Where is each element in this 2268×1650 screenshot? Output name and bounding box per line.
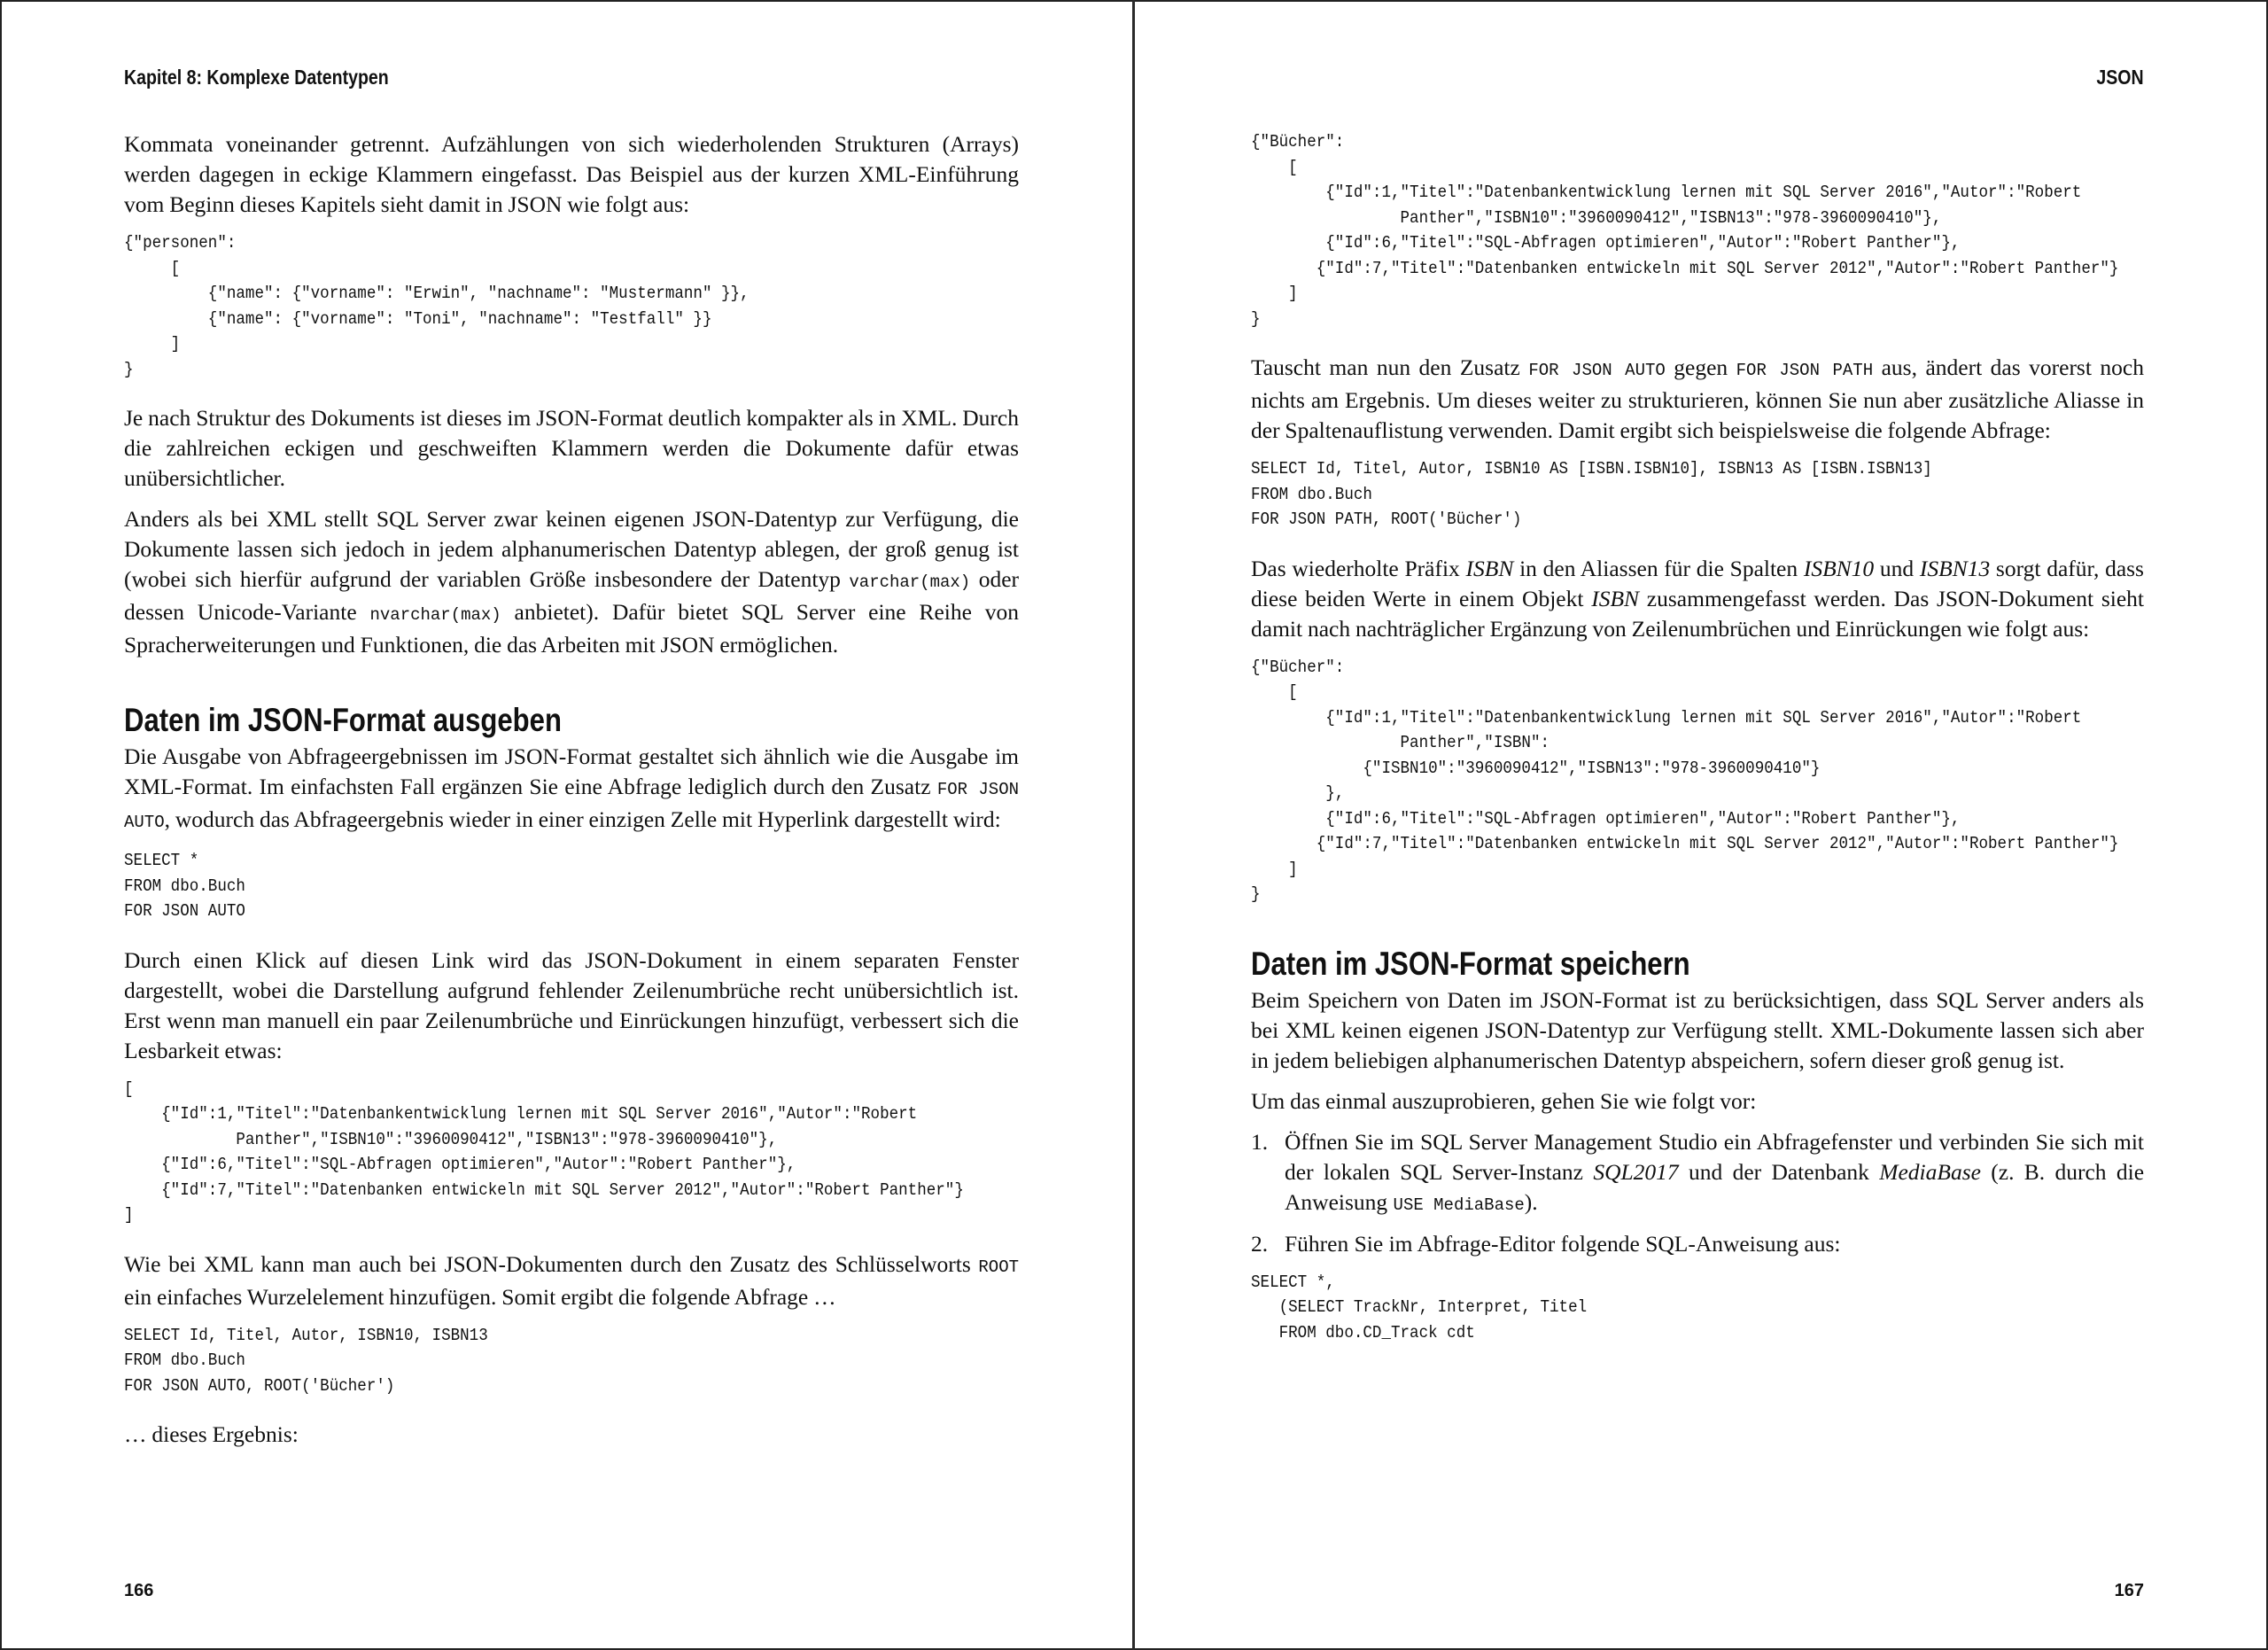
inline-code: USE MediaBase [1393, 1195, 1525, 1215]
code-block-select: SELECT * FROM dbo.Buch FOR JSON AUTO [124, 851, 245, 921]
list-item: 1. Öffnen Sie im SQL Server Management Studio ein Abfragefenster und verbinden Sie sich mit der lokalen SQL Server-Instanz SQL2017 und der Datenbank MediaBase (z. B. durch die Anweisung USE MediaBase). [1251, 1128, 2145, 1215]
book-spine [1132, 0, 1135, 1650]
paragraph: Um das einmal auszuprobieren, gehen Sie wie folgt vor: [1251, 1087, 1757, 1114]
paragraph: Wie bei XML kann man auch bei JSON-Dokumenten durch den Zusatz des Schlüsselworts ROOT ein einfaches Wurzelelement hinzufügen. Somit ergibt die folgende Abfrage … [124, 1250, 1019, 1310]
section-heading: Daten im JSON-Format speichern [1251, 945, 1690, 982]
paragraph: … dieses Ergebnis: [124, 1421, 299, 1447]
paragraph: Kommata voneinander getrennt. Aufzählungen von sich wiederholenden Strukturen (Arrays) werden dagegen in eckige Klammern eingefasst. Das Beispiel aus der kurzen XML-Einführung vom Beginn dieses Kapitels sieht damit in JSON wie folgt aus: [124, 131, 1019, 217]
inline-code: varchar(max) [849, 572, 971, 592]
inline-code: nvarchar(max) [369, 605, 501, 625]
left-page-body [124, 129, 1019, 1460]
page-number: 167 [2114, 1581, 2144, 1600]
right-page [1251, 0, 2144, 1650]
code-block-json-buecher: {"Bücher": [ {"Id":1,"Titel":"Datenbankentwicklung lernen mit SQL Server 2016","Autor":"Robert Panther","ISBN10":"3960090412","ISBN13":"978-3960090410"}, {"Id":6,"Titel":"SQL-Abfragen optimieren","Autor":"Robert Panther"}, {"Id":7,"Titel":"Datenbanken entwickeln mit SQL Server 2012","Autor":"Robert Panther"} ] } [1251, 132, 2119, 329]
numbered-list [1251, 1127, 2144, 1259]
paragraph: Durch einen Klick auf diesen Link wird das JSON-Dokument in einem separaten Fenster dargestellt, wobei die Darstellung aufgrund fehlender Zeilenumbrüche recht unübersichtlich ist. Erst wenn man manuell ein paar Zeilenumbrüche und Einrückungen hinzufügt, verbessert sich die Lesbarkeit etwas: [124, 946, 1019, 1063]
inline-code: FOR JSON AUTO [1528, 361, 1666, 380]
inline-code: FOR JSON AUTO [124, 780, 1019, 832]
code-block-json-array: [ {"Id":1,"Titel":"Datenbankentwicklung lernen mit SQL Server 2016","Autor":"Robert Panther","ISBN10":"3960090412","ISBN13":"978-3960090410"}, {"Id":6,"Titel":"SQL-Abfragen optimieren","Autor":"Robert Panther"}, {"Id":7,"Titel":"Datenbanken entwickeln mit SQL Server 2012","Autor":"Robert Panther"} ] [124, 1078, 964, 1225]
paragraph: Tauscht man nun den Zusatz FOR JSON AUTO gegen FOR JSON PATH aus, ändert das vorerst noch nichts am Ergebnis. Um dieses weiter zu strukturieren, können Sie nun aber zusätzliche Aliasse in der Spaltenauflistung verwenden. Damit ergibt sich beispielsweise die folgende Abfrage: [1251, 354, 2144, 443]
left-page [124, 0, 1019, 1650]
page-number: 166 [124, 1581, 154, 1600]
code-block-json-personen: {"personen": [ {"name": {"vorname": "Erwin", "nachname": "Mustermann" }}, {"name": {"vorname": "Toni", "nachname": "Testfall" }} ] } [124, 233, 750, 379]
code-block-select-root: SELECT Id, Titel, Autor, ISBN10, ISBN13 FROM dbo.Buch FOR JSON AUTO, ROOT('Bücher') [124, 1325, 488, 1396]
paragraph: Die Ausgabe von Abfrageergebnissen im JSON-Format gestaltet sich ähnlich wie die Ausgabe im XML-Format. Im einfachsten Fall ergänzen Sie eine Abfrage lediglich durch den Zusatz FOR JSON AUTO, wodurch das Abfrageergebnis wieder in einer einzigen Zelle mit Hyperlink dargestellt wird: [124, 743, 1019, 832]
code-block-select-path: SELECT Id, Titel, Autor, ISBN10 AS [ISBN.ISBN10], ISBN13 AS [ISBN.ISBN13] FROM dbo.Buch FOR JSON PATH, ROOT('Bücher') [1251, 459, 1932, 529]
inline-code: FOR JSON PATH [1736, 361, 1874, 380]
right-page-body [1251, 129, 2144, 1366]
code-block-json-isbn: {"Bücher": [ {"Id":1,"Titel":"Datenbankentwicklung lernen mit SQL Server 2016","Autor":"Robert Panther","ISBN": {"ISBN10":"3960090412","ISBN13":"978-3960090410"} }, {"Id":6,"Titel":"SQL-Abfragen optimieren","Autor":"Robert Panther"}, {"Id":7,"Titel":"Datenbanken entwickeln mit SQL Server 2012","Autor":"Robert Panther"} ] } [1251, 657, 2119, 904]
running-header: Kapitel 8: Komplexe Datentypen [124, 66, 389, 89]
inline-code: ROOT [978, 1257, 1019, 1277]
running-header: JSON [2096, 66, 2144, 89]
paragraph: Das wiederholte Präfix ISBN in den Aliassen für die Spalten ISBN10 und ISBN13 sorgt dafür, dass diese beiden Werte in einem Objekt ISBN zusammengefasst werden. Das JSON-Dokument sieht damit nach nachträglicher Ergänzung von Zeilenumbrüchen und Einrückungen wie folgt aus: [1251, 555, 2144, 642]
paragraph: Beim Speichern von Daten im JSON-Format ist zu berücksichtigen, dass SQL Server anders als bei XML keinen eigenen JSON-Datentyp zur Verfügung stellt. XML-Dokumente lassen sich aber in jedem beliebigen alphanumerischen Datentyp abspeichern, sofern dieser groß genug ist. [1251, 986, 2144, 1073]
paragraph: Anders als bei XML stellt SQL Server zwar keinen eigenen JSON-Datentyp zur Verfügung, die Dokumente lassen sich jedoch in jedem alphanumerischen Datentyp ablegen, der groß genug ist (wobei sich hierfür aufgrund der variablen Größe insbesondere der Datentyp varchar(max) oder dessen Unicode-Variante nvarchar(max) anbietet). Dafür bietet SQL Server eine Reihe von Spracherweiterungen und Funktionen, die das Arbeiten mit JSON ermöglichen. [124, 506, 1020, 658]
section-heading: Daten im JSON-Format ausgeben [124, 702, 562, 738]
code-block-select-subquery: SELECT *, (SELECT TrackNr, Interpret, Titel FROM dbo.CD_Track cdt [1251, 1272, 1588, 1343]
list-item: 2. Führen Sie im Abfrage-Editor folgende SQL-Anweisung aus: [1251, 1230, 1841, 1257]
paragraph: Je nach Struktur des Dokuments ist dieses im JSON-Format deutlich kompakter als in XML. Durch die zahlreichen eckigen und geschweiften Klammern werden die Dokumente dafür etwas unübersichtlicher. [124, 405, 1019, 491]
